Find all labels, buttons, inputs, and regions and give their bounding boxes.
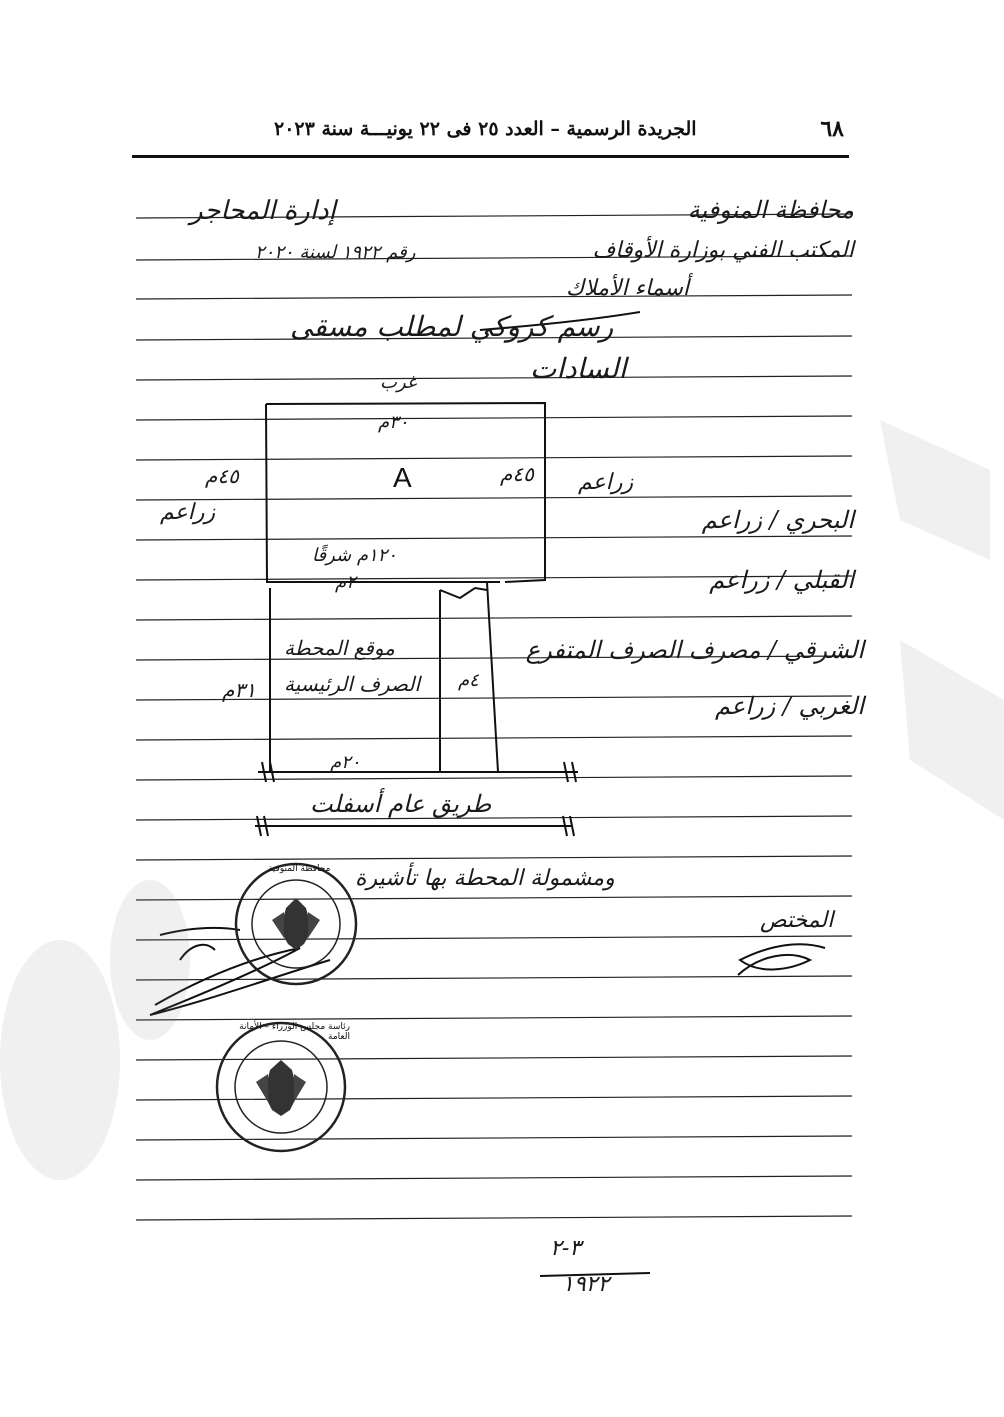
boundary-south: القبلي / زراعم (709, 566, 854, 594)
right-neighbor-label: زراعم (578, 470, 634, 495)
seal-2-text: رئاسة مجلس الوزراء – الأمانة العامة (239, 1022, 350, 1042)
parcel-label: A (393, 462, 412, 493)
bottom-number-2: ١٩٢٢ (562, 1272, 610, 1297)
middle-dims-label: ١٢٠م شرقًا (312, 545, 397, 566)
page-number: ٦٨ (820, 116, 844, 142)
station-label-1: موقع المحطة (284, 636, 395, 660)
seal-1-text: محافظة المنوفية (268, 864, 331, 874)
strip-note-label: ٤م (458, 670, 479, 691)
boundary-north: البحري / زراعم (701, 506, 854, 534)
bottom-number: ٣-٢ (550, 1236, 582, 1261)
sketch-subtitle: السادات (530, 352, 627, 385)
official-seal-2 (212, 1018, 350, 1156)
official-seal-1 (232, 860, 360, 988)
right-side-label: ٤٥م (500, 462, 534, 486)
road-label: طريق عام أسفلت (310, 790, 492, 818)
north-label: غرب (380, 372, 417, 393)
gazette-title: الجريدة الرسمية – العدد ٢٥ فى ٢٢ يونيـــة سنة ٢٠٢٣ (274, 118, 697, 140)
department-text: المكتب الفني بوزارة الأوقاف (592, 238, 854, 263)
lower-left-side-label: ٣١م (222, 678, 256, 702)
top-left-title: إدارة المحاجر (190, 196, 336, 226)
left-side-label: ٤٥م (205, 464, 239, 488)
subtitle-text: أسماء الأملاك (565, 276, 689, 301)
strip-width-label: ٢م (335, 572, 356, 593)
left-neighbor-label: زراعم (160, 500, 216, 525)
sketch-title: رسم كروكي لمطلب مسقى (290, 310, 614, 343)
sketch-diagram (255, 312, 640, 836)
boundary-east: الشرقي / مصرف الصرف المتفرع (525, 636, 864, 664)
station-label-2: الصرف الرئيسية (284, 672, 421, 696)
top-side-label: ٣٠م (378, 412, 409, 433)
footer-note: ومشمولة المحطة بها تأشيرة (355, 866, 615, 891)
ref-number: رقم ١٩٢٢ لسنة ٢٠٢٠ (255, 242, 416, 263)
signature-label: المختص (760, 908, 834, 933)
boundary-west: الغربي / زراعم (715, 692, 864, 720)
bottom-side-label: ٢٠م (330, 752, 361, 773)
governorate-text: محافظة المنوفية (687, 196, 854, 224)
